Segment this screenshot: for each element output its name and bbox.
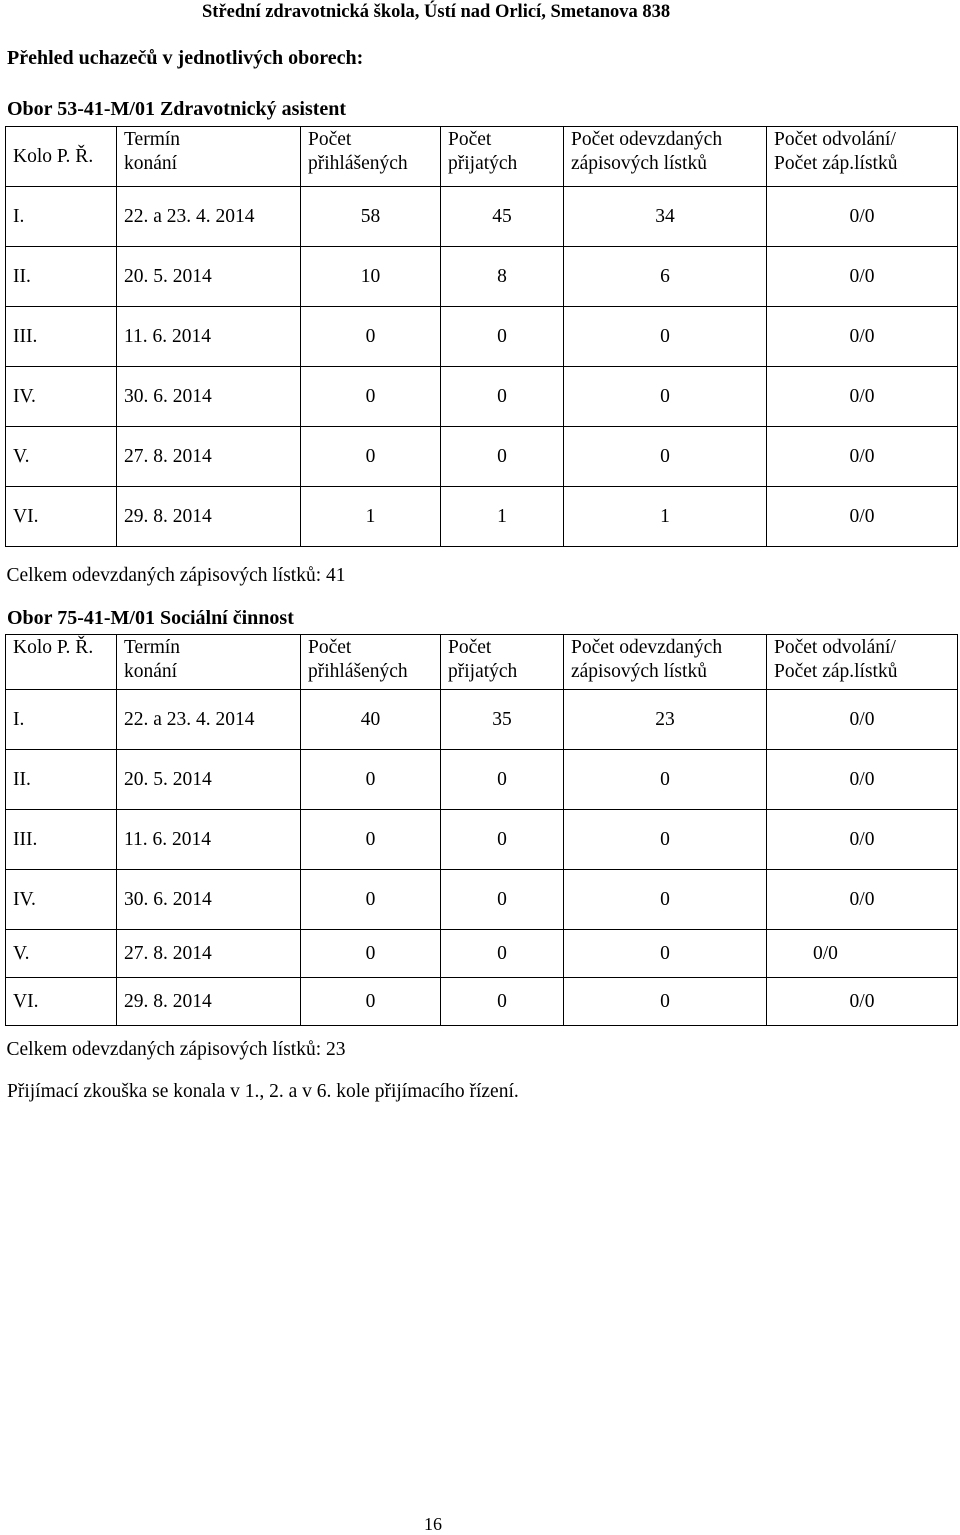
- cell-zapisove: 6: [564, 247, 767, 307]
- table-row: [6, 750, 958, 810]
- total-text: Celkem odevzdaných zápisových lístků: 23: [6, 1038, 346, 1060]
- table-row: [6, 810, 958, 870]
- header-odvolani: Počet odvolání/ Počet záp.lístků: [767, 635, 958, 690]
- table-row: [6, 367, 958, 427]
- cell-prijato: 35: [441, 690, 564, 750]
- cell-odvolani: 0/0: [767, 930, 958, 978]
- cell-zapisove: 0: [564, 750, 767, 810]
- cell-prihlaseno: 1: [301, 487, 441, 547]
- cell-zapisove: 1: [564, 487, 767, 547]
- total-text: Celkem odevzdaných zápisových lístků: 41: [6, 564, 346, 586]
- cell-odvolani: 0/0: [767, 367, 958, 427]
- cell-kolo: I.: [6, 187, 117, 247]
- table-total-row: [6, 547, 958, 605]
- table-row: [6, 870, 958, 930]
- section-title: Obor 75-41-M/01 Sociální činnost: [7, 607, 294, 629]
- page-number: 16: [424, 1514, 442, 1534]
- cell-date: 20. 5. 2014: [117, 750, 301, 810]
- school-header: Střední zdravotnická škola, Ústí nad Orlicí, Smetanova 838: [202, 2, 671, 22]
- table-total-row: [6, 1026, 958, 1074]
- header-kolo: Kolo P. Ř.: [6, 127, 117, 187]
- cell-prijato: 0: [441, 307, 564, 367]
- overview-title: Přehled uchazečů v jednotlivých oborech:: [7, 47, 364, 69]
- header-prijatych: Počet přijatých: [441, 127, 564, 187]
- cell-kolo: III.: [6, 307, 117, 367]
- table-row: [6, 930, 958, 978]
- cell-prihlaseno: 0: [301, 427, 441, 487]
- cell-odvolani: 0/0: [767, 750, 958, 810]
- table-row: [6, 690, 958, 750]
- cell-odvolani: 0/0: [767, 247, 958, 307]
- cell-date: 11. 6. 2014: [117, 810, 301, 870]
- table-row: [6, 427, 958, 487]
- cell-prijato: 0: [441, 978, 564, 1026]
- header-termin: Termín konání: [117, 127, 301, 187]
- cell-odvolani: 0/0: [767, 187, 958, 247]
- cell-zapisove: 0: [564, 810, 767, 870]
- cell-odvolani: 0/0: [767, 307, 958, 367]
- cell-date: 29. 8. 2014: [117, 487, 301, 547]
- cell-date: 27. 8. 2014: [117, 930, 301, 978]
- cell-prihlaseno: 0: [301, 810, 441, 870]
- cell-kolo: VI.: [6, 487, 117, 547]
- cell-kolo: III.: [6, 810, 117, 870]
- cell-odvolani: 0/0: [767, 810, 958, 870]
- cell-prihlaseno: 0: [301, 978, 441, 1026]
- cell-zapisove: 0: [564, 978, 767, 1026]
- cell-kolo: IV.: [6, 870, 117, 930]
- cell-prijato: 0: [441, 870, 564, 930]
- cell-odvolani: 0/0: [767, 690, 958, 750]
- table-row: [6, 978, 958, 1026]
- cell-zapisove: 23: [564, 690, 767, 750]
- cell-prijato: 1: [441, 487, 564, 547]
- cell-prihlaseno: 0: [301, 307, 441, 367]
- cell-zapisove: 0: [564, 870, 767, 930]
- cell-prihlaseno: 40: [301, 690, 441, 750]
- cell-prihlaseno: 0: [301, 870, 441, 930]
- cell-odvolani: 0/0: [767, 487, 958, 547]
- cell-date: 30. 6. 2014: [117, 367, 301, 427]
- table-row: [6, 247, 958, 307]
- cell-prijato: 0: [441, 750, 564, 810]
- cell-prihlaseno: 58: [301, 187, 441, 247]
- cell-prihlaseno: 10: [301, 247, 441, 307]
- cell-prijato: 0: [441, 930, 564, 978]
- cell-date: 20. 5. 2014: [117, 247, 301, 307]
- cell-zapisove: 34: [564, 187, 767, 247]
- cell-odvolani: 0/0: [767, 427, 958, 487]
- cell-kolo: IV.: [6, 367, 117, 427]
- cell-kolo: V.: [6, 427, 117, 487]
- header-zapisovych: Počet odevzdaných zápisových lístků: [564, 635, 767, 690]
- cell-zapisove: 0: [564, 930, 767, 978]
- cell-date: 22. a 23. 4. 2014: [117, 690, 301, 750]
- cell-odvolani: 0/0: [767, 978, 958, 1026]
- cell-kolo: V.: [6, 930, 117, 978]
- header-odvolani: Počet odvolání/ Počet záp.lístků: [767, 127, 958, 187]
- cell-odvolani: 0/0: [767, 870, 958, 930]
- admissions-table: [5, 126, 958, 605]
- table-header-row: [6, 635, 958, 690]
- cell-kolo: II.: [6, 247, 117, 307]
- cell-date: 11. 6. 2014: [117, 307, 301, 367]
- header-prihlasenych: Počet přihlášených: [301, 127, 441, 187]
- cell-zapisove: 0: [564, 427, 767, 487]
- cell-prijato: 45: [441, 187, 564, 247]
- header-kolo: Kolo P. Ř.: [6, 635, 117, 690]
- section-title: Obor 53-41-M/01 Zdravotnický asistent: [7, 98, 347, 120]
- cell-prijato: 8: [441, 247, 564, 307]
- cell-prijato: 0: [441, 367, 564, 427]
- cell-date: 30. 6. 2014: [117, 870, 301, 930]
- cell-zapisove: 0: [564, 307, 767, 367]
- header-prihlasenych: Počet přihlášených: [301, 635, 441, 690]
- table-row: [6, 187, 958, 247]
- cell-zapisove: 0: [564, 367, 767, 427]
- table-row: [6, 487, 958, 547]
- header-zapisovych: Počet odevzdaných zápisových lístků: [564, 127, 767, 187]
- cell-prihlaseno: 0: [301, 750, 441, 810]
- cell-date: 22. a 23. 4. 2014: [117, 187, 301, 247]
- cell-prihlaseno: 0: [301, 367, 441, 427]
- cell-prihlaseno: 0: [301, 930, 441, 978]
- admission-note: Přijímací zkouška se konala v 1., 2. a v 6. kole přijímacího řízení.: [7, 1081, 519, 1102]
- cell-date: 27. 8. 2014: [117, 427, 301, 487]
- admissions-table: [5, 634, 958, 1074]
- cell-prijato: 0: [441, 427, 564, 487]
- cell-kolo: II.: [6, 750, 117, 810]
- table-row: [6, 307, 958, 367]
- cell-kolo: VI.: [6, 978, 117, 1026]
- header-prijatych: Počet přijatých: [441, 635, 564, 690]
- cell-date: 29. 8. 2014: [117, 978, 301, 1026]
- cell-prijato: 0: [441, 810, 564, 870]
- cell-kolo: I.: [6, 690, 117, 750]
- header-termin: Termín konání: [117, 635, 301, 690]
- table-header-row: [6, 127, 958, 187]
